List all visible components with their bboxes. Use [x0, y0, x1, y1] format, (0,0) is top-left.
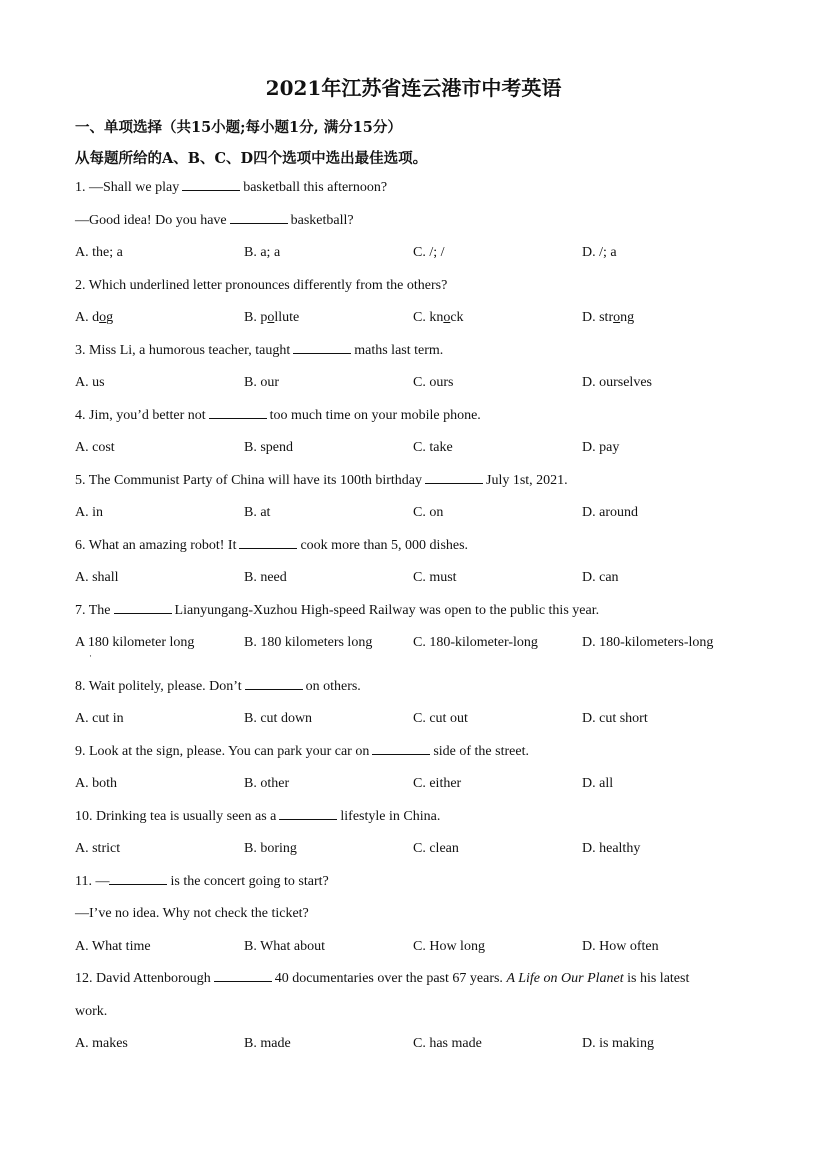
option-a[interactable]: A. cut in [75, 711, 124, 726]
question-4-stem: 4. Jim, you’d better not too much time on your mobile phone. [75, 408, 481, 423]
option-d[interactable]: D. is making [582, 1036, 654, 1051]
option-d[interactable]: D. all [582, 776, 614, 791]
question-9-stem: 9. Look at the sign, please. You can park your car on side of the street. [75, 744, 529, 759]
option-a[interactable]: A. What time [75, 939, 151, 954]
question-6-options [75, 570, 755, 590]
option-a[interactable]: A. shall [75, 570, 119, 585]
answer-blank [182, 189, 240, 191]
option-a[interactable]: A. cost [75, 440, 115, 455]
option-c[interactable]: C. either [413, 776, 462, 791]
option-c[interactable]: C. must [413, 570, 457, 585]
option-a[interactable]: A 180 kilometer long [75, 635, 195, 650]
option-d[interactable]: D. cut short [582, 711, 648, 726]
question-4-options [75, 440, 755, 460]
question-1-reply: —Good idea! Do you have basketball? [75, 213, 354, 228]
question-7-stem: 7. The Lianyungang-Xuzhou High-speed Railway was open to the public this year. [75, 603, 600, 618]
option-c[interactable]: C. take [413, 440, 453, 455]
option-b[interactable]: B. What about [244, 939, 326, 954]
question-10-stem: 10. Drinking tea is usually seen as a lifestyle in China. [75, 809, 441, 824]
documentary-title: A Life on Our Planet [506, 971, 624, 986]
question-6-stem: 6. What an amazing robot! It cook more than 5, 000 dishes. [75, 538, 469, 553]
option-b[interactable]: B. a; a [244, 245, 281, 260]
option-c[interactable]: C. knock [413, 310, 464, 325]
question-1-options [75, 245, 755, 265]
question-8-stem: 8. Wait politely, please. Don’t on others. [75, 679, 361, 694]
question-12-stem: 12. David Attenborough 40 documentaries over the past 67 years. A Life on Our Planet is his latest [75, 971, 690, 986]
option-b[interactable]: B. cut down [244, 711, 313, 726]
answer-blank [230, 222, 288, 224]
question-7-options [75, 635, 755, 655]
option-b[interactable]: B. 180 kilometers long [244, 635, 373, 650]
option-d[interactable]: D. pay [582, 440, 620, 455]
answer-blank [293, 352, 351, 354]
answer-blank [214, 980, 272, 982]
option-b[interactable]: B. pollute [244, 310, 300, 325]
option-c[interactable]: C. on [413, 505, 444, 520]
question-11-stem: 11. — is the concert going to start? [75, 874, 329, 889]
option-c[interactable]: C. has made [413, 1036, 482, 1051]
option-d[interactable]: D. strong [582, 310, 635, 325]
option-a[interactable]: A. dog [75, 310, 114, 325]
option-c[interactable]: C. clean [413, 841, 459, 856]
option-d[interactable]: D. ourselves [582, 375, 652, 390]
question-8-options [75, 711, 755, 731]
option-a[interactable]: A. makes [75, 1036, 128, 1051]
page-title: 2021年江苏省连云港市中考英语 [265, 76, 562, 100]
option-c[interactable]: C. /; / [413, 245, 445, 260]
answer-blank [425, 482, 483, 484]
question-3-options [75, 375, 755, 395]
question-9-options [75, 776, 755, 796]
question-5-stem: 5. The Communist Party of China will have its 100th birthday July 1st, 2021. [75, 473, 568, 488]
answer-blank [279, 818, 337, 820]
question-12-stem-cont: work. [75, 1004, 108, 1019]
option-d[interactable]: D. How often [582, 939, 659, 954]
answer-blank [114, 612, 172, 614]
question-2-stem: 2. Which underlined letter pronounces differently from the others? [75, 278, 448, 293]
answer-blank [245, 688, 303, 690]
option-d[interactable]: D. /; a [582, 245, 617, 260]
option-a[interactable]: A. in [75, 505, 103, 520]
question-2-options [75, 310, 755, 330]
option-d[interactable]: D. 180-kilometers-long [582, 635, 714, 650]
option-c[interactable]: C. cut out [413, 711, 468, 726]
question-10-options [75, 841, 755, 861]
question-3-stem: 3. Miss Li, a humorous teacher, taught maths last term. [75, 343, 444, 358]
answer-blank [209, 417, 267, 419]
section-heading: 一、单项选择（共15小题;每小题1分, 满分15分） [75, 119, 402, 136]
option-b[interactable]: B. need [244, 570, 287, 585]
option-a[interactable]: A. strict [75, 841, 121, 856]
section-instruction: 从每题所给的A、B、C、D四个选项中选出最佳选项。 [75, 150, 428, 167]
option-a[interactable]: A. the; a [75, 245, 123, 260]
option-b[interactable]: B. boring [244, 841, 297, 856]
question-1-stem: 1. —Shall we play basketball this afternoon? [75, 180, 388, 195]
answer-blank [239, 547, 297, 549]
option-c[interactable]: C. ours [413, 375, 454, 390]
option-d[interactable]: D. around [582, 505, 638, 520]
question-5-options [75, 505, 755, 525]
question-11-reply: —I’ve no idea. Why not check the ticket? [75, 906, 309, 921]
option-a[interactable]: A. both [75, 776, 117, 791]
option-c[interactable]: C. How long [413, 939, 485, 954]
option-d[interactable]: D. can [582, 570, 619, 585]
option-b[interactable]: B. other [244, 776, 290, 791]
option-b[interactable]: B. spend [244, 440, 293, 455]
option-b[interactable]: B. our [244, 375, 279, 390]
stray-dot: · [89, 651, 92, 661]
option-b[interactable]: B. made [244, 1036, 291, 1051]
option-c[interactable]: C. 180-kilometer-long [413, 635, 538, 650]
answer-blank [372, 753, 430, 755]
option-a[interactable]: A. us [75, 375, 105, 390]
question-11-options [75, 939, 755, 959]
option-b[interactable]: B. at [244, 505, 271, 520]
answer-blank [109, 883, 167, 885]
option-d[interactable]: D. healthy [582, 841, 641, 856]
question-12-options [75, 1036, 755, 1056]
